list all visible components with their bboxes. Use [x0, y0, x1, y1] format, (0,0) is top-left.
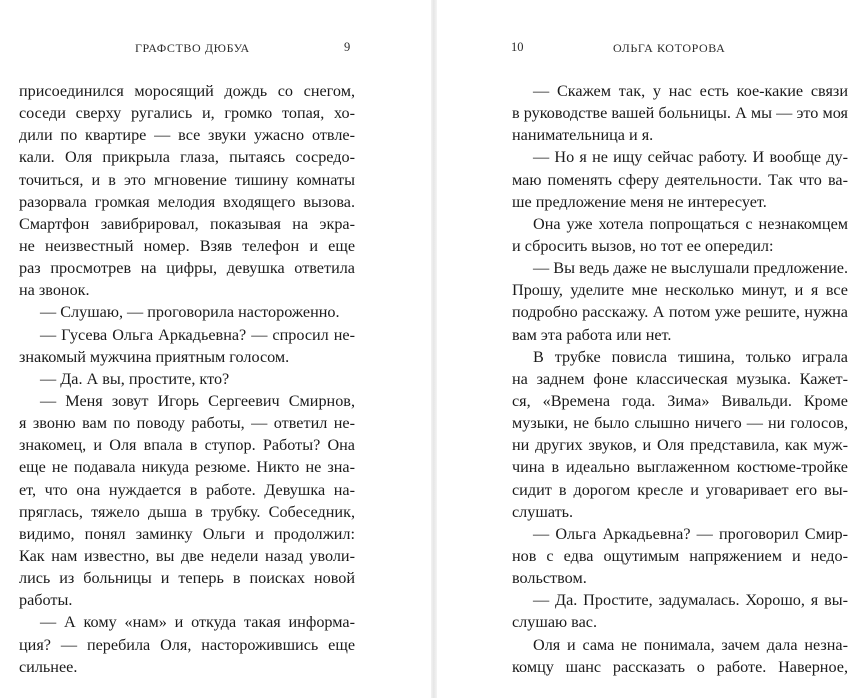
left-page — [0, 0, 431, 698]
text-line: присоединился моросящий дождь со снегом, — [19, 82, 355, 100]
text-line: нанимательница и я. — [512, 126, 654, 145]
text-line: подробно расскажу. А потом уже решите, нужна — [512, 303, 848, 322]
text-line: пряглась, тяжело дыша в трубку. Собеседник, — [19, 502, 355, 521]
text-line: раз просмотрев на цифры, девушка ответила — [19, 259, 355, 278]
right-page — [437, 0, 867, 698]
text-line: Прошу, уделите мне несколько минут, и я все — [512, 281, 848, 300]
text-line: разорвала громкая мелодия входящего вызова. — [19, 192, 355, 211]
text-line: соседи сверху ругались и, громко топая, хо- — [19, 104, 355, 123]
text-line: нов с едва ощутимым напряжением и недо- — [512, 546, 848, 565]
text-line: ни других звуков, и Оля представила, как муж- — [512, 436, 848, 455]
text-line: В трубке повисла тишина, только играла — [533, 347, 848, 366]
text-line: — Да. А вы, простите, кто? — [40, 369, 230, 388]
text-line: чина в идеально выглаженном костюме-тройке — [512, 458, 848, 477]
text-line: знакомец, и Оля впала в ступор. Работы? Она — [19, 436, 355, 455]
text-line: музыки, не было слышно ничего — ни голосов, — [512, 414, 848, 433]
text-line: комцу шанс рассказать о работе. Наверное, — [512, 657, 848, 676]
text-line: — Вы ведь даже не выслушали предложение. — [533, 259, 848, 278]
text-line: не неизвестный номер. Взяв телефон и еще — [19, 236, 355, 255]
text-line: Смартфон завибрировал, показывая на экра- — [19, 214, 355, 233]
text-line: сидит в дорогом кресле и уговаривает его вы- — [512, 480, 848, 499]
text-line: слушать. — [512, 502, 574, 521]
text-line: в руководстве вашей больницы. А мы — это моя — [512, 104, 848, 123]
text-line: ция? — перебила Оля, насторожившись еще — [19, 635, 355, 654]
running-head: ОЛЬГА КОТОРОВА — [613, 41, 726, 55]
text-line: Она уже хотела попрощаться с незнакомцем — [533, 214, 848, 233]
page-text — [512, 80, 848, 678]
text-line: вольством. — [512, 569, 587, 588]
text-line: — Гусева Ольга Аркадьевна? — спросил не- — [40, 325, 355, 344]
text-line: ся, «Времена года. Зима» Вивальди. Кроме — [512, 391, 848, 410]
text-line: вам эта работа или нет. — [512, 325, 672, 344]
page-number: 9 — [344, 40, 351, 54]
text-line: еще не подавала никуда резюме. Никто не зна- — [19, 458, 355, 477]
text-line: я звоню вам по поводу работы, — ответил не- — [19, 414, 355, 433]
page-text — [19, 80, 355, 678]
text-line: и сбросить вызов, но тот ее опередил: — [512, 236, 774, 255]
text-line: кали. Оля прикрыла глаза, пытаясь сосредо- — [19, 148, 355, 167]
text-line: — Меня зовут Игорь Сергеевич Смирнов, — [40, 391, 355, 410]
text-line: точиться, и в это мгновение тишину комнаты — [19, 170, 355, 189]
text-line: на заднем фоне классическая музыка. Кажет- — [512, 369, 848, 388]
running-head: ГРАФСТВО ДЮБУА — [135, 41, 250, 55]
text-line: лись из больницы и теперь в поисках новой — [19, 569, 355, 588]
text-line: — А кому «нам» и откуда такая информа- — [40, 613, 355, 632]
text-line: ше предложение меня не интересует. — [512, 192, 767, 211]
text-line: — Слушаю, — проговорила настороженно. — [40, 303, 340, 322]
text-line: Как нам известно, вы две недели назад уволи- — [19, 546, 355, 565]
text-line: на звонок. — [19, 281, 90, 300]
text-line: слушаю вас. — [512, 613, 597, 632]
page-number: 10 — [511, 40, 524, 54]
text-line: Оля и сама не понимала, зачем дала незна- — [533, 635, 848, 654]
text-line: ет, что она нуждается в работе. Девушка на- — [19, 480, 355, 499]
text-line: видимо, понял заминку Ольги и продолжил: — [19, 524, 355, 543]
text-line: работы. — [19, 591, 73, 610]
text-line: сильнее. — [19, 657, 78, 676]
text-line: — Да. Простите, задумалась. Хорошо, я вы- — [533, 591, 848, 610]
text-line: — Скажем так, у нас есть кое-какие связи — [533, 82, 848, 100]
text-line: дили по квартире — все звуки ужасно отвле- — [19, 126, 355, 145]
text-line: — Ольга Аркадьевна? — проговорил Смир- — [533, 524, 848, 543]
text-line: маю поменять сферу деятельности. Так что ва- — [512, 170, 848, 189]
text-line: — Но я не ищу сейчас работу. И вообще ду- — [533, 148, 848, 167]
text-line: знакомый мужчина приятным голосом. — [19, 347, 290, 366]
